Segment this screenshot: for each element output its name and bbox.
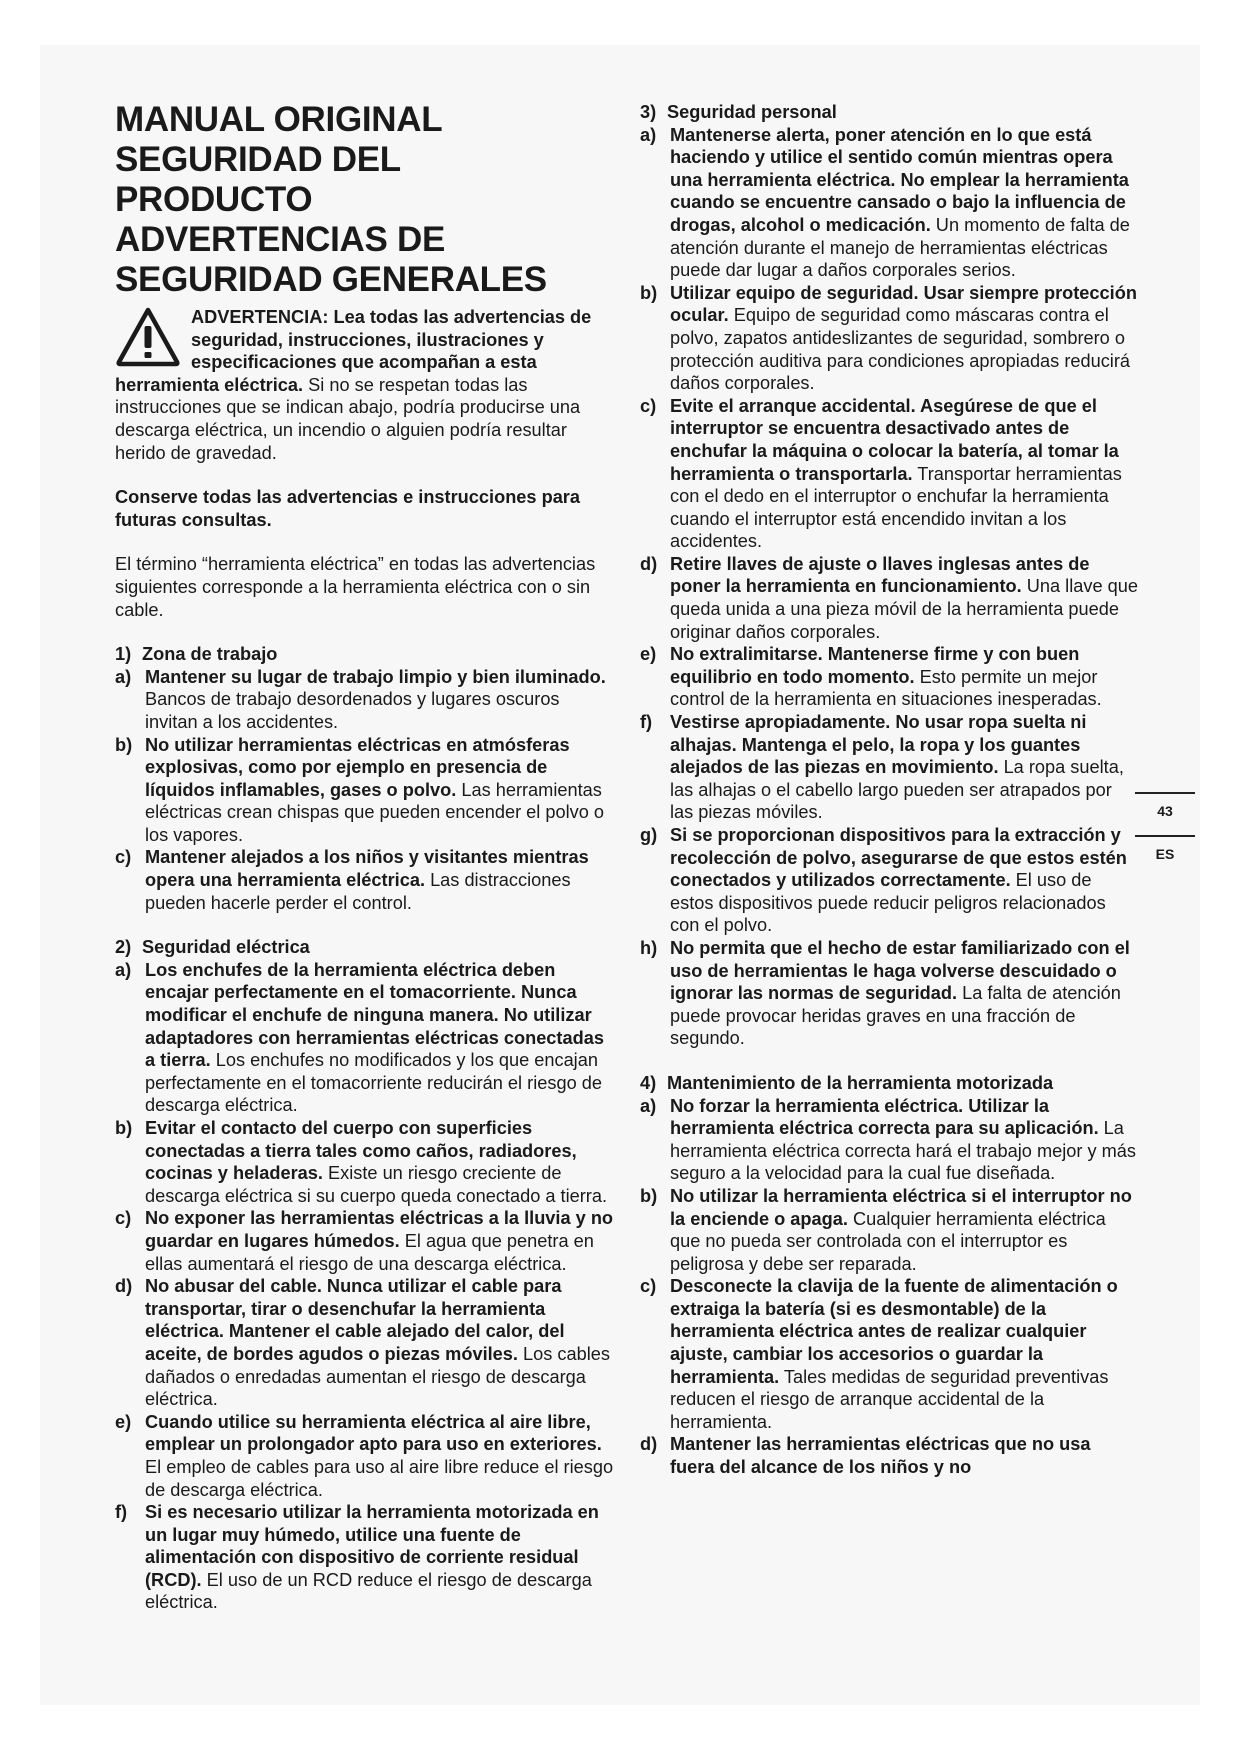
page-number: 43 — [1157, 803, 1173, 819]
item-label: d) — [640, 553, 658, 574]
item-bold-text: Evite el arranque accidental. Asegúrese de que el interruptor se encuentra desactivado antes de enchufar la máquina o colocar la batería, al tomar la herramienta o transportarla. — [670, 395, 1119, 484]
item-label: g) — [640, 825, 658, 845]
list-item — [640, 711, 1140, 824]
item-text: Existe un riesgo creciente de descarga eléctrica si su cuerpo queda conectado a tierra. — [145, 1163, 608, 1206]
item-bold-text: No permita que el hecho de estar familiarizado con el uso de herramientas le haga volverse descuidado o ignorar las normas de seguridad. — [670, 937, 1130, 1004]
page-title — [115, 100, 615, 300]
list-item — [640, 643, 1140, 711]
section-number: 1) — [115, 644, 132, 665]
item-bold-text: No utilizar la herramienta eléctrica si el interruptor no la enciende o apaga. — [670, 1185, 1132, 1229]
item-text: Las distracciones pueden hacerle perder el control. — [145, 870, 571, 913]
item-text: Una llave que queda unida a una pieza móvil de la herramienta puede originar daños corporales. — [670, 576, 1138, 642]
item-bold-text: No utilizar herramientas eléctricas en atmósferas explosivas, como por ejemplo en presencia de líquidos inflamables, gases o polvo. — [145, 734, 570, 800]
list-item — [640, 553, 1140, 643]
item-bold-text: Vestirse apropiadamente. No usar ropa suelta ni alhajas. Mantenga el pelo, la ropa y los guantes alejados de las piezas en movimiento. — [670, 712, 1087, 778]
item-label: b) — [115, 1118, 133, 1138]
list-item — [115, 734, 615, 847]
item-bold-text: No exponer las herramientas eléctricas a la lluvia y no guardar en lugares húmedos. — [145, 1208, 614, 1251]
item-bold-text: Evitar el contacto del cuerpo con superficies conectadas a tierra tales como caños, radiadores, cocinas y heladeras. — [145, 1118, 577, 1184]
item-text: El empleo de cables para uso al aire libre reduce el riesgo de descarga eléctrica. — [145, 1456, 614, 1500]
section-personal-safety — [640, 101, 1140, 1050]
warning-text: Si no se respetan todas las instrucciones que se indican abajo, podría producirse una descarga eléctrica, un incendio o alguien podría resultar herido de gravedad. — [115, 374, 581, 463]
item-bold-text: Si es necesario utilizar la herramienta motorizada en un lugar muy húmedo, utilice una fuente de alimentación con dispositivo de corriente residual (RCD). — [145, 1502, 599, 1590]
warning-block — [115, 306, 615, 464]
item-bold-text: Utilizar equipo de seguridad. Usar siempre protección ocular. — [670, 282, 1137, 326]
item-label: d) — [640, 1434, 658, 1455]
item-bold-text: No abusar del cable. Nunca utilizar el cable para transportar, tirar o desenchufar la herramienta eléctrica. Mantener el cable alejado del calor, del aceite, de bordes agudos o piezas móviles. — [145, 1276, 565, 1364]
list-item — [640, 282, 1140, 395]
section-electrical-safety — [115, 936, 615, 1614]
item-text: Esto permite un mejor control de la herramienta en situaciones inesperadas. — [670, 666, 1102, 710]
item-label: e) — [640, 644, 657, 665]
item-text: La ropa suelta, las alhajas o el cabello largo pueden ser atrapados por las piezas móviles. — [670, 757, 1124, 823]
title-line: ADVERTENCIAS DE — [115, 220, 445, 259]
item-text: Un momento de falta de atención durante el manejo de herramientas eléctricas puede dar lugar a daños corporales serios. — [670, 214, 1130, 281]
item-text: La falta de atención puede provocar heridas graves en una fracción de segundo. — [670, 983, 1121, 1049]
item-label: c) — [115, 1208, 132, 1229]
section-number: 3) — [640, 102, 657, 122]
item-text: La herramienta eléctrica correcta hará el trabajo mejor y más seguro a la velocidad para la cual fue diseñada. — [670, 1118, 1136, 1184]
title-line: MANUAL ORIGINAL — [115, 100, 443, 139]
list-item — [640, 124, 1140, 282]
list-item — [115, 1275, 615, 1411]
item-label: b) — [640, 1185, 658, 1206]
item-label: h) — [640, 937, 658, 958]
item-bold-text: Retire llaves de ajuste o llaves inglesas antes de poner la herramienta en funcionamiento. — [670, 553, 1090, 597]
warning-bold-text: ADVERTENCIA: Lea todas las advertencias de seguridad, instrucciones, ilustraciones y especificaciones que acompañan a esta herramienta eléctrica. — [115, 307, 592, 395]
item-bold-text: Desconecte la clavija de la fuente de alimentación o extraiga la batería (si es desmontable) de la herramienta eléctrica antes de realizar cualquier ajuste, cambiar los accesorios o guardar la herramienta. — [670, 1276, 1118, 1387]
section-number: 2) — [115, 937, 132, 958]
side-tab-rule-top — [1135, 792, 1195, 794]
item-text: Los cables dañados o enredadas aumentan el riesgo de descarga eléctrica. — [145, 1343, 610, 1410]
list-item — [640, 1433, 1140, 1478]
item-bold-text: Cuando utilice su herramienta eléctrica al aire libre, emplear un prolongador apto para uso en exteriores. — [145, 1411, 602, 1455]
item-bold-text: Los enchufes de la herramienta eléctrica deben encajar perfectamente en el tomacorriente. Nunca modificar el enchufe de ninguna manera. No utilizar adaptadores con herramientas eléctricas conectadas a tierra. — [145, 959, 604, 1071]
item-bold-text: No extralimitarse. Mantenerse firme y con buen equilibrio en todo momento. — [670, 644, 1080, 687]
section-title: Seguridad eléctrica — [142, 937, 310, 958]
item-bold-text: Mantenerse alerta, poner atención en lo que está haciendo y utilice el sentido común mientras opera una herramienta eléctrica. No emplear la herramienta cuando se encuentre cansado o bajo la influencia de drogas, alcohol o medicación. — [670, 124, 1129, 235]
list-item — [115, 1207, 615, 1275]
language-code: ES — [1155, 846, 1175, 862]
item-bold-text: Mantener alejados a los niños y visitantes mientras opera una herramienta eléctrica. — [145, 847, 589, 891]
item-text: Equipo de seguridad como máscaras contra el polvo, zapatos antideslizantes de seguridad, sombrero o protección auditiva para condiciones apropiadas reducirá daños corporales. — [670, 305, 1131, 394]
item-label: b) — [115, 734, 133, 755]
section-work-area — [115, 643, 615, 914]
list-item — [115, 666, 615, 734]
list-item — [115, 1411, 615, 1501]
keep-instructions-note: Conserve todas las advertencias e instrucciones para futuras consultas. — [115, 487, 580, 530]
section-power-tool-maintenance — [640, 1072, 1140, 1479]
item-label: a) — [115, 959, 132, 980]
side-tab-rule-bottom — [1135, 835, 1195, 837]
section-number: 4) — [640, 1072, 657, 1093]
item-label: c) — [640, 1276, 657, 1297]
item-label: a) — [115, 666, 132, 687]
title-line: PRODUCTO — [115, 180, 313, 219]
list-item — [115, 846, 615, 914]
title-line: SEGURIDAD GENERALES — [115, 260, 547, 299]
item-text: Cualquier herramienta eléctrica que no pueda ser controlada con el interruptor es peligrosa y debe ser reparada. — [670, 1208, 1106, 1274]
right-column — [640, 101, 1140, 1479]
section-title: Seguridad personal — [667, 102, 837, 122]
title-line: SEGURIDAD DEL — [115, 140, 401, 179]
term-definition-note: El término “herramienta eléctrica” en todas las advertencias siguientes corresponde a la herramienta eléctrica con o sin cable. — [115, 554, 596, 620]
list-item — [640, 824, 1140, 937]
list-item — [115, 959, 615, 1117]
section-title: Zona de trabajo — [142, 644, 278, 665]
item-text: Las herramientas eléctricas crean chispas que pueden encender el polvo o los vapores. — [145, 779, 605, 845]
warning-triangle-icon — [115, 306, 181, 368]
item-bold-text: No forzar la herramienta eléctrica. Utilizar la herramienta eléctrica correcta para su aplicación. — [670, 1095, 1099, 1139]
item-label: b) — [640, 282, 658, 303]
item-text: Transportar herramientas con el dedo en el interruptor o enchufar la herramienta cuando el interruptor está encendido invitan a los accidentes. — [670, 463, 1122, 552]
item-text: Tales medidas de seguridad preventivas reducen el riesgo de arranque accidental de la herramienta. — [670, 1366, 1109, 1432]
item-text: El uso de estos dispositivos puede reducir peligros relacionados con el polvo. — [670, 870, 1106, 936]
item-bold-text: Mantener su lugar de trabajo limpio y bien iluminado. — [145, 666, 606, 687]
list-item — [640, 1185, 1140, 1275]
item-label: a) — [640, 124, 657, 145]
item-label: a) — [640, 1095, 657, 1116]
list-item — [640, 937, 1140, 1050]
item-text: Los enchufes no modificados y los que encajan perfectamente en el tomacorriente reducirán el riesgo de descarga eléctrica. — [145, 1050, 602, 1116]
list-item — [640, 395, 1140, 553]
item-label: c) — [115, 847, 132, 868]
list-item — [640, 1095, 1140, 1185]
item-label: f) — [640, 712, 653, 733]
item-text: Bancos de trabajo desordenados y lugares oscuros invitan a los accidentes. — [145, 689, 560, 732]
list-item — [115, 1501, 615, 1614]
item-bold-text: Si se proporcionan dispositivos para la extracción y recolección de polvo, asegurarse de que estos estén conectados y utilizados correctamente. — [670, 825, 1127, 891]
item-bold-text: Mantener las herramientas eléctricas que no usa fuera del alcance de los niños y no — [670, 1434, 1091, 1478]
item-label: e) — [115, 1411, 132, 1432]
list-item — [115, 1117, 615, 1207]
item-label: d) — [115, 1276, 133, 1297]
item-text: El uso de un RCD reduce el riesgo de descarga eléctrica. — [145, 1569, 592, 1613]
list-item — [640, 1275, 1140, 1433]
section-title: Mantenimiento de la herramienta motorizada — [667, 1072, 1054, 1093]
item-label: c) — [640, 395, 657, 416]
left-column — [115, 100, 615, 1614]
item-text: El agua que penetra en ellas aumentará el riesgo de una descarga eléctrica. — [145, 1230, 594, 1274]
item-label: f) — [115, 1502, 128, 1523]
